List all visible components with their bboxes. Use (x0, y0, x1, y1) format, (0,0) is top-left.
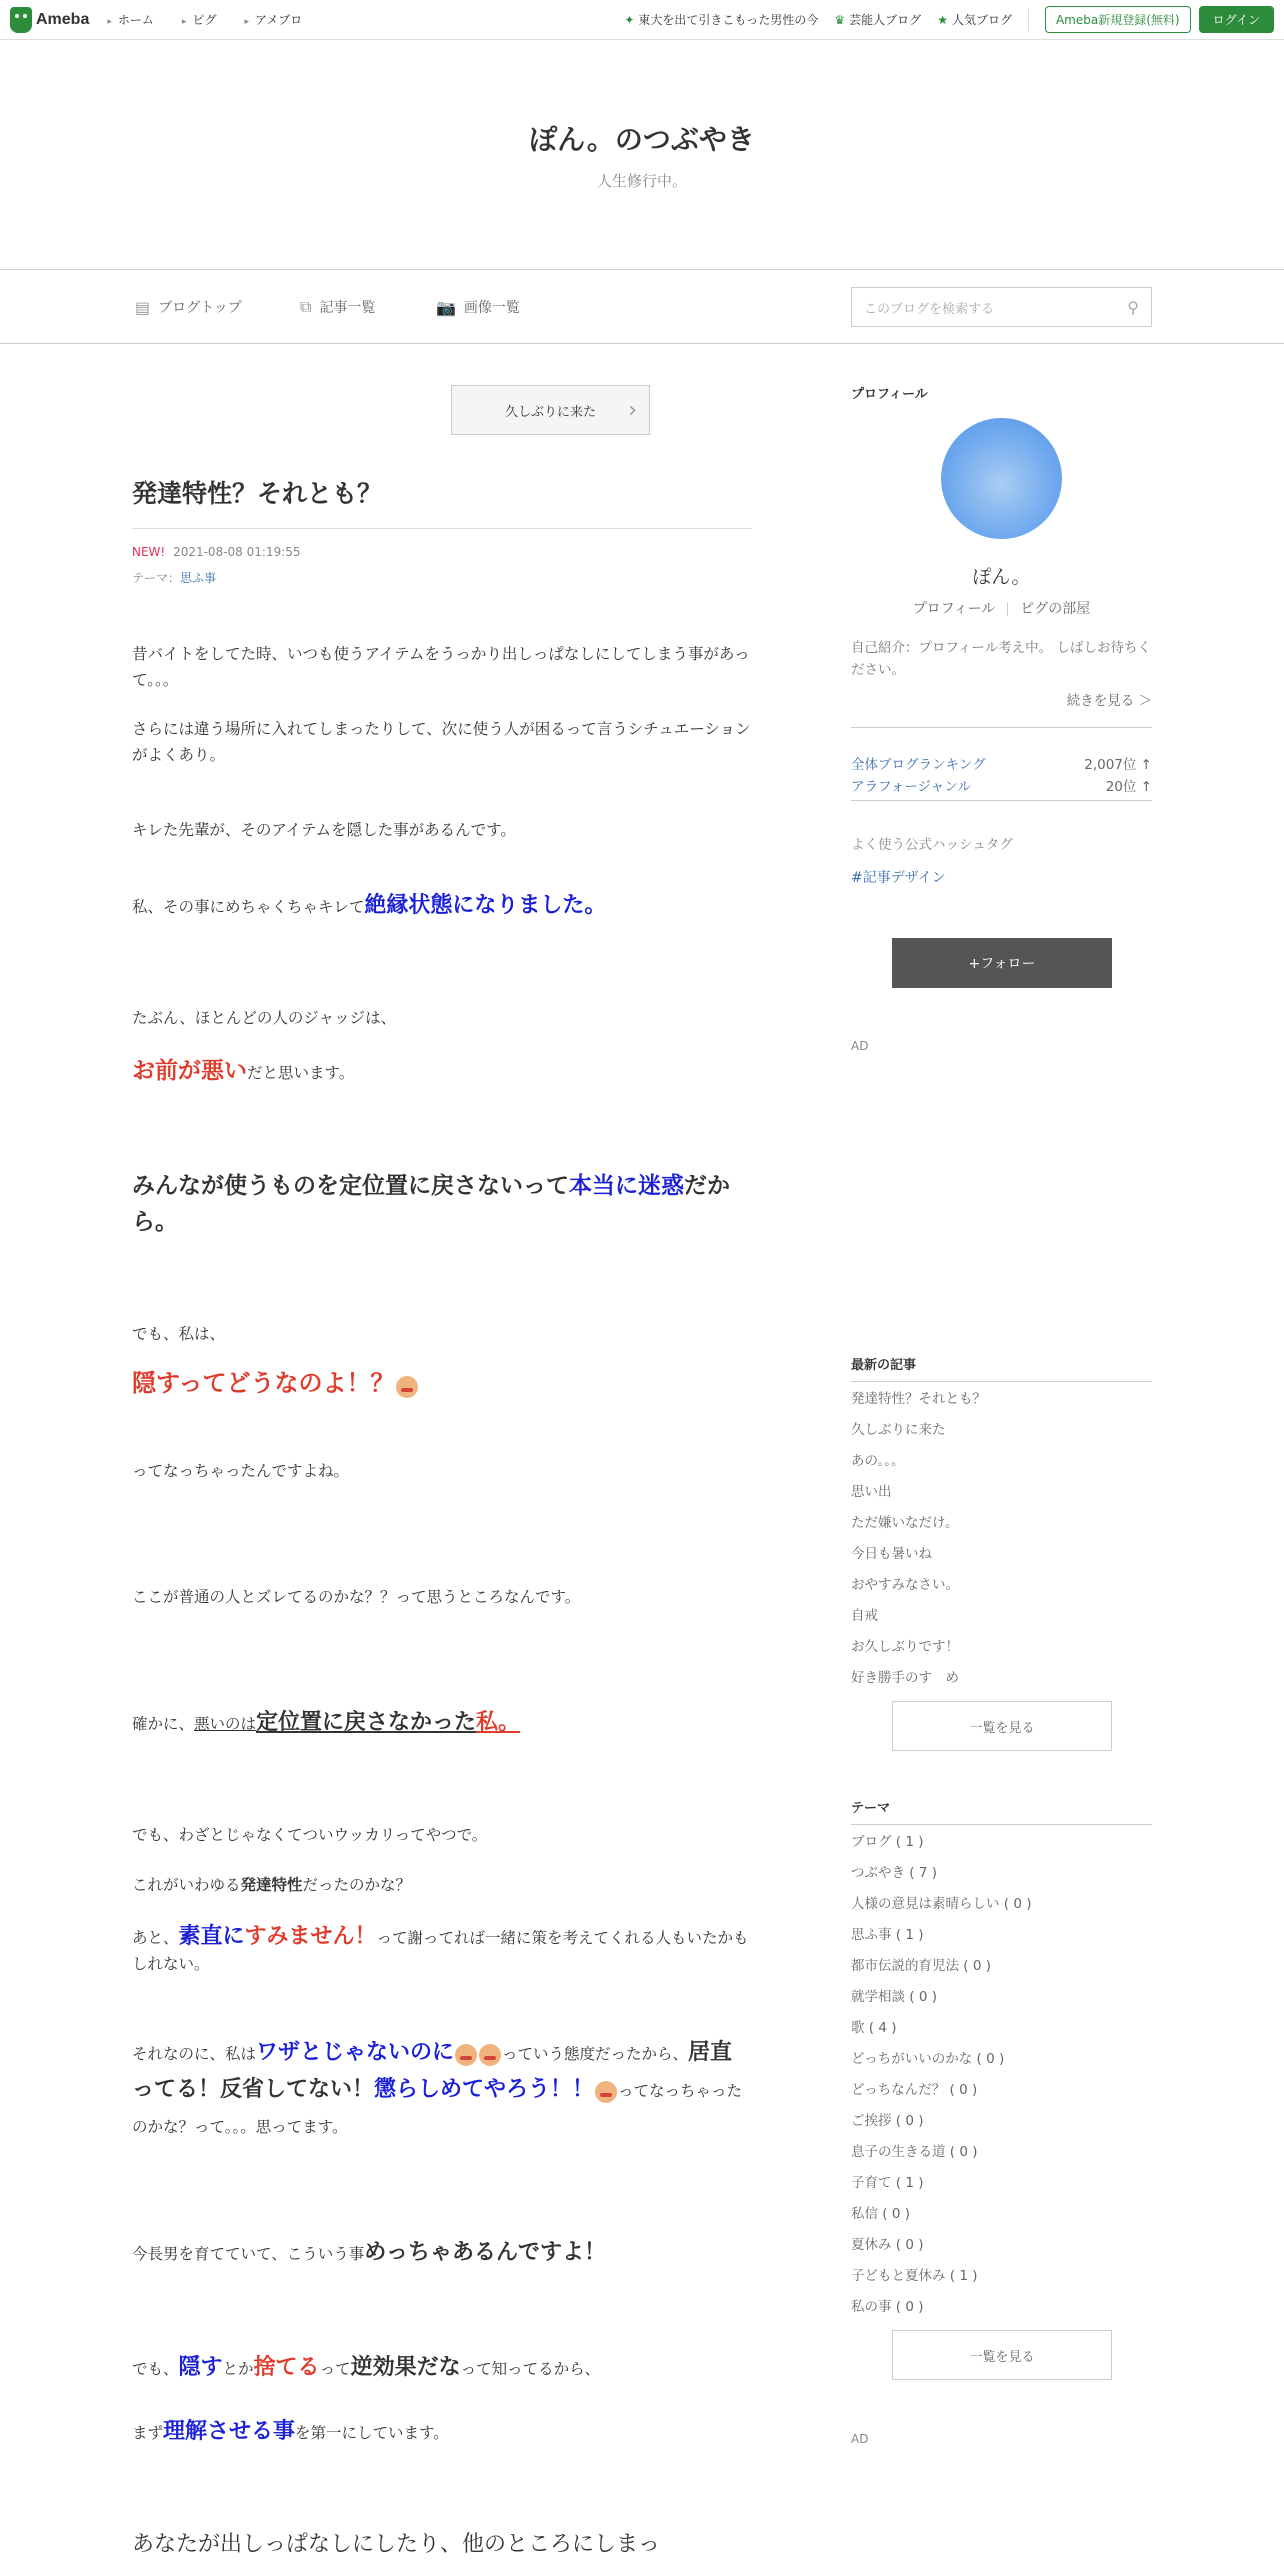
recent-entry-link[interactable]: 思い出 (851, 1484, 892, 1500)
bold-span: 発達特性 (240, 1876, 303, 1894)
emphasis-span: お前が悪い (132, 1058, 247, 1084)
popular-blog-label: 人気ブログ (951, 13, 1012, 27)
profile-heading: プロフィール (851, 387, 928, 402)
entry-theme (132, 569, 216, 586)
paragraph (132, 2419, 752, 2446)
search-icon[interactable]: ⚲ (1127, 297, 1139, 317)
hashtag-heading: よく使う公式ハッシュタグ (851, 837, 1013, 853)
paragraph (132, 893, 752, 920)
recent-entry-link[interactable]: おやすみなさい。 (851, 1577, 959, 1593)
previous-entry-label: 久しぶりに来た (504, 404, 596, 420)
recent-entry-link[interactable]: 久しぶりに来た (851, 1422, 946, 1438)
entry-datetime: 2021-08-08 01:19:55 (173, 545, 301, 559)
ad-label: AD (851, 1039, 869, 1053)
recent-entry-link[interactable]: あの。。。 (851, 1453, 905, 1469)
theme-link[interactable]: どっちなんだ？ ( 0 ) (851, 2082, 978, 2098)
theme-link[interactable]: 息子の生きる道 ( 0 ) (851, 2144, 978, 2160)
crown-icon: ♛ (834, 12, 846, 27)
divider (1028, 9, 1029, 31)
ranking-value: 20位 ↑ (1105, 779, 1152, 795)
ameba-logo[interactable] (10, 7, 89, 33)
text-span: って (319, 2360, 351, 2378)
featured-link[interactable] (624, 11, 818, 28)
text-span: だと思います。 (247, 1064, 355, 1082)
profile-link[interactable]: プロフィール (912, 601, 996, 617)
ranking-label: アラフォージャンル (851, 779, 971, 795)
celebrity-blog-link[interactable] (834, 11, 921, 28)
entry-theme-link[interactable]: 思ふ事 (180, 571, 217, 585)
nav-image-list-label: 画像一覧 (463, 300, 520, 316)
theme-link[interactable]: 夏休み ( 0 ) (851, 2237, 924, 2253)
text-span: 私、その事にめちゃくちゃキレて (132, 898, 365, 916)
emphasis-span: 本当に迷惑 (569, 1173, 684, 1199)
recent-entry-link[interactable]: 自戒 (851, 1608, 878, 1624)
text-span: とか (222, 2360, 254, 2378)
emphasis-span: 素直に (178, 1924, 245, 1949)
theme-link[interactable]: ご挨拶 ( 0 ) (851, 2113, 924, 2129)
global-header (0, 0, 1284, 40)
text-span: って知ってるから、 (460, 2360, 601, 2378)
text-span: でも、 (132, 2360, 179, 2378)
register-button[interactable]: Ameba新規登録(無料) (1045, 6, 1191, 33)
theme-link[interactable]: どっちがいいのかな ( 0 ) (851, 2051, 1005, 2067)
pigg-room-link[interactable]: ピグの部屋 (1020, 601, 1091, 617)
entry-title[interactable]: 発達特性？それとも？ (132, 474, 752, 529)
paragraph: 昔バイトをしてた時、いつも使うアイテムをうっかり出しっぱなしにしてしまう事があって。。。 (132, 645, 750, 689)
text-span: っていう態度だったから、 (502, 2045, 689, 2063)
text-span: 確かに、 (132, 1715, 195, 1733)
paragraph (132, 2355, 752, 2382)
ranking-label: 全体ブログランキング (851, 757, 986, 773)
blog-title[interactable]: ぽん。のつぶやき (529, 123, 755, 156)
underlined-span: 悪いのは (194, 1715, 257, 1733)
sparkle-icon: ✦ (624, 12, 635, 27)
theme-link[interactable]: 子育て ( 1 ) (851, 2175, 924, 2191)
text-span: ってなっちゃったのかな？って。。。思ってます。 (132, 2082, 743, 2136)
hashtag-link[interactable]: #記事デザイン (851, 870, 946, 886)
text-span: って謝ってれば一緒に策を考えてくれる人もいたかもしれない。 (132, 1929, 749, 1973)
paragraph (132, 1710, 752, 1737)
theme-heading: テーマ (851, 1797, 1152, 1825)
profile-name[interactable]: ぽん。 (972, 566, 1031, 588)
theme-list-all-button[interactable]: 一覧を見る (892, 2330, 1112, 2380)
theme-link[interactable]: ブログ ( 1 ) (851, 1834, 924, 1850)
text-span: だから。 (132, 1173, 730, 1235)
read-more-link[interactable]: 続きを見る ＞ (1066, 693, 1152, 709)
emphasis-span: 絶縁状態になりました。 (364, 893, 607, 918)
text-span: これがいわゆる (132, 1876, 241, 1894)
star-icon: ★ (937, 12, 948, 27)
divider (1007, 602, 1008, 616)
text-span: 今長男を育てていて、こういう事 (132, 2245, 365, 2263)
theme-link[interactable]: 就学相談 ( 0 ) (851, 1989, 937, 2005)
recent-entry-link[interactable]: ただ嫌いなだけ。 (851, 1515, 959, 1531)
paragraph (132, 1168, 752, 1240)
paragraph: あなたが出しっぱなしにしたり、他のところにしまっ (132, 2532, 661, 2557)
recent-entry-link[interactable]: 発達特性？それとも？ (851, 1391, 986, 1407)
ameba-logo-icon (10, 7, 32, 33)
underlined-emphasis: 定位置に戻さなかった (256, 1710, 477, 1735)
blog-nav (0, 269, 1284, 344)
emphasis-span: 捨てる (253, 2355, 320, 2380)
nav-blog-top-label: ブログトップ (158, 300, 242, 316)
avatar[interactable] (941, 418, 1062, 539)
ameba-logo-text: Ameba (36, 10, 90, 28)
recent-entry-link[interactable]: 好き勝手のす め (851, 1670, 959, 1686)
paragraph: でも、わざとじゃなくてついウッカリってやつで。 (132, 1826, 488, 1844)
copy-icon: ⧉ (300, 297, 312, 316)
emphasis-span: 隠すってどうなのよ！？ (132, 1369, 395, 1397)
profile-intro: 自己紹介：プロフィール考え中。 しばしお待ちください。 (851, 640, 1151, 678)
paragraph (132, 2035, 752, 2145)
previous-entry-button[interactable] (451, 385, 650, 435)
new-badge: NEW! (132, 545, 166, 559)
theme-link[interactable]: 歌 ( 4 ) (851, 2020, 897, 2036)
theme-link[interactable]: 子どもと夏休み ( 1 ) (851, 2268, 978, 2284)
face-icon (455, 2044, 477, 2066)
paragraph (132, 1872, 752, 1898)
text-span: だったのかな？ (302, 1876, 412, 1894)
divider (851, 727, 1152, 728)
paragraph: でも、私は、 (132, 1325, 226, 1343)
paragraph (132, 1924, 752, 1977)
face-icon (479, 2044, 501, 2066)
text-span: を第一にしています。 (295, 2424, 449, 2442)
emphasis-span: 理解させる事 (163, 2419, 296, 2444)
theme-link[interactable]: 私信 ( 0 ) (851, 2206, 910, 2222)
follow-button[interactable]: +フォロー (892, 938, 1112, 988)
theme-link[interactable]: 人様の意見は素晴らしい ( 0 ) (851, 1896, 1032, 1912)
paragraph: ここが普通の人とズレてるのかな？？って思うところなんです。 (132, 1588, 581, 1606)
profile-links (851, 598, 1152, 618)
login-button[interactable]: ログイン (1199, 6, 1274, 33)
nav-entry-list-label: 記事一覧 (319, 300, 376, 316)
bold-span: 逆効果だな (350, 2355, 461, 2380)
theme-link[interactable]: 思ふ事 ( 1 ) (851, 1927, 924, 1943)
entry-meta (132, 545, 301, 559)
popular-blog-link[interactable] (937, 11, 1012, 28)
nav-ameblo[interactable]: ▸ アメブロ (244, 11, 302, 28)
nav-pigg[interactable]: ▸ ピグ (182, 11, 217, 28)
theme-link[interactable]: 私の事 ( 0 ) (851, 2299, 924, 2315)
angry-face-icon (396, 1376, 418, 1398)
bold-span: 居直ってる！反省してない！ (132, 2040, 733, 2102)
document-icon: ▤ (135, 297, 151, 317)
recent-entries-heading: 最新の記事 (851, 1354, 1152, 1382)
chevron-right-icon: › (628, 398, 637, 423)
paragraph: キレた先輩が、そのアイテムを隠した事があるんです。 (132, 821, 516, 839)
text-span: まず (132, 2424, 164, 2442)
recent-entry-link[interactable]: 今日も暑いね (851, 1546, 932, 1562)
emphasis-span: すみません！ (244, 1924, 377, 1949)
paragraph: たぶん、ほとんどの人のジャッジは、 (132, 1009, 397, 1027)
emphasis-span: 私。 (476, 1710, 521, 1735)
search-placeholder: このブログを検索する (864, 301, 995, 317)
camera-icon: 📷 (436, 297, 456, 317)
paragraph: ってなっちゃったんですよね。 (132, 1462, 350, 1480)
emphasis-span: 懲らしめてやろう！！ (374, 2077, 595, 2102)
nav-entry-list[interactable] (300, 297, 375, 317)
ranking-value: 2,007位 ↑ (1084, 757, 1152, 773)
entry-theme-prefix: テーマ： (132, 571, 181, 585)
theme-link[interactable]: つぶやき ( 7 ) (851, 1865, 937, 1881)
divider (851, 800, 1152, 801)
text-span: みんなが使うものを定位置に戻さないって (132, 1173, 569, 1199)
emphasis-span: ワザとじゃないのに (256, 2040, 455, 2065)
recent-list-all-button[interactable]: 一覧を見る (892, 1701, 1112, 1751)
featured-link-label: 東大を出て引きこもった男性の今 (638, 13, 819, 27)
recent-entry-link[interactable]: お久しぶりです！ (851, 1639, 959, 1655)
global-nav (107, 11, 330, 28)
nav-home[interactable]: ▸ ホーム (107, 11, 154, 28)
emphasis-span: 隠す (178, 2355, 223, 2380)
ad-label: AD (851, 2432, 869, 2446)
angry-face-icon (595, 2081, 617, 2103)
ranking-genre[interactable] (851, 775, 1152, 795)
paragraph (132, 1370, 752, 1399)
nav-blog-top[interactable] (135, 297, 242, 317)
paragraph: さらには違う場所に入れてしまったりして、次に使う人が困るって言うシチュエーションがよくあり。 (132, 720, 751, 764)
celebrity-blog-label: 芸能人ブログ (849, 13, 922, 27)
paragraph (132, 2240, 752, 2267)
ranking-overall[interactable] (851, 753, 1152, 773)
paragraph (132, 1058, 752, 1086)
blog-subtitle: 人生修行中。 (596, 172, 687, 190)
blog-search-input[interactable] (851, 287, 1152, 327)
text-span: あと、 (132, 1929, 179, 1947)
theme-link[interactable]: 都市伝説的育児法 ( 0 ) (851, 1958, 991, 1974)
nav-image-list[interactable] (436, 297, 520, 317)
text-span: それなのに、私は (132, 2045, 257, 2063)
bold-span: めっちゃあるんですよ！ (364, 2240, 606, 2265)
